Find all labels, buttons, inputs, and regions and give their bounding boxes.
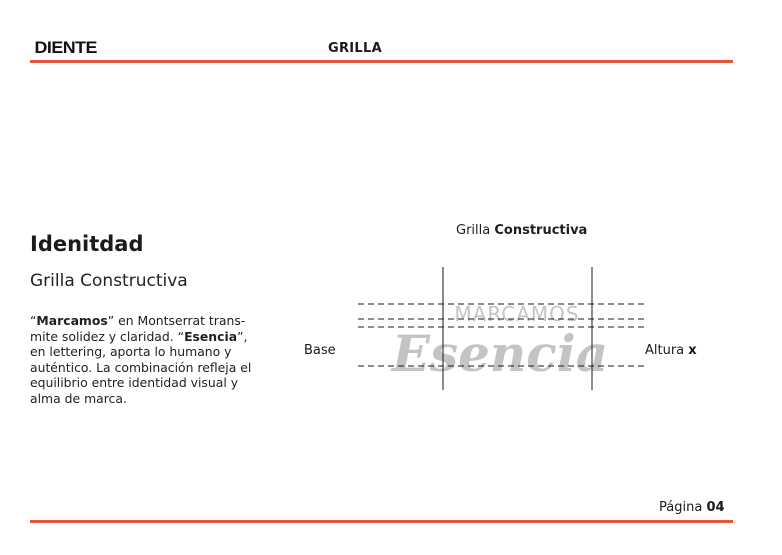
section-heading: Idenitdad (30, 232, 144, 256)
label-altura-x (645, 343, 697, 358)
diagram-title-bold: Constructiva (494, 223, 588, 238)
description-paragraph (30, 313, 258, 407)
paragraph-text: ”, en lettering, aporta lo humano y auténtico. La combinación refleja el equilibrio entre identidad visual y alma de marca. (30, 328, 252, 406)
paragraph-text: “ (30, 313, 37, 328)
paragraph-bold-marcamos: Marcamos (36, 313, 108, 328)
page-label: Página (659, 500, 707, 515)
brand-logo: DIENTE (34, 38, 97, 57)
wordmark-esencia: Esencia (391, 324, 609, 383)
wordmark-marcamos: MARCAMOS (454, 302, 580, 326)
footer-divider (30, 520, 733, 523)
page-number-value: 04 (706, 500, 725, 515)
paragraph-text: ” en Montserrat trans-mite solidez y claridad. “ (30, 313, 246, 344)
page-number (659, 500, 725, 515)
paragraph-bold-esencia: Esencia (184, 328, 238, 344)
wordmark (390, 302, 608, 383)
label-altura-text: Altura (645, 343, 689, 358)
page-title: GRILLA (328, 41, 382, 56)
header-divider (30, 60, 733, 63)
construction-grid (300, 262, 660, 394)
label-altura-bold: x (688, 343, 697, 358)
diagram-title-regular: Grilla (456, 223, 495, 238)
diagram-title (456, 223, 587, 238)
section-subheading: Grilla Constructiva (30, 271, 188, 291)
label-base: Base (304, 343, 336, 358)
